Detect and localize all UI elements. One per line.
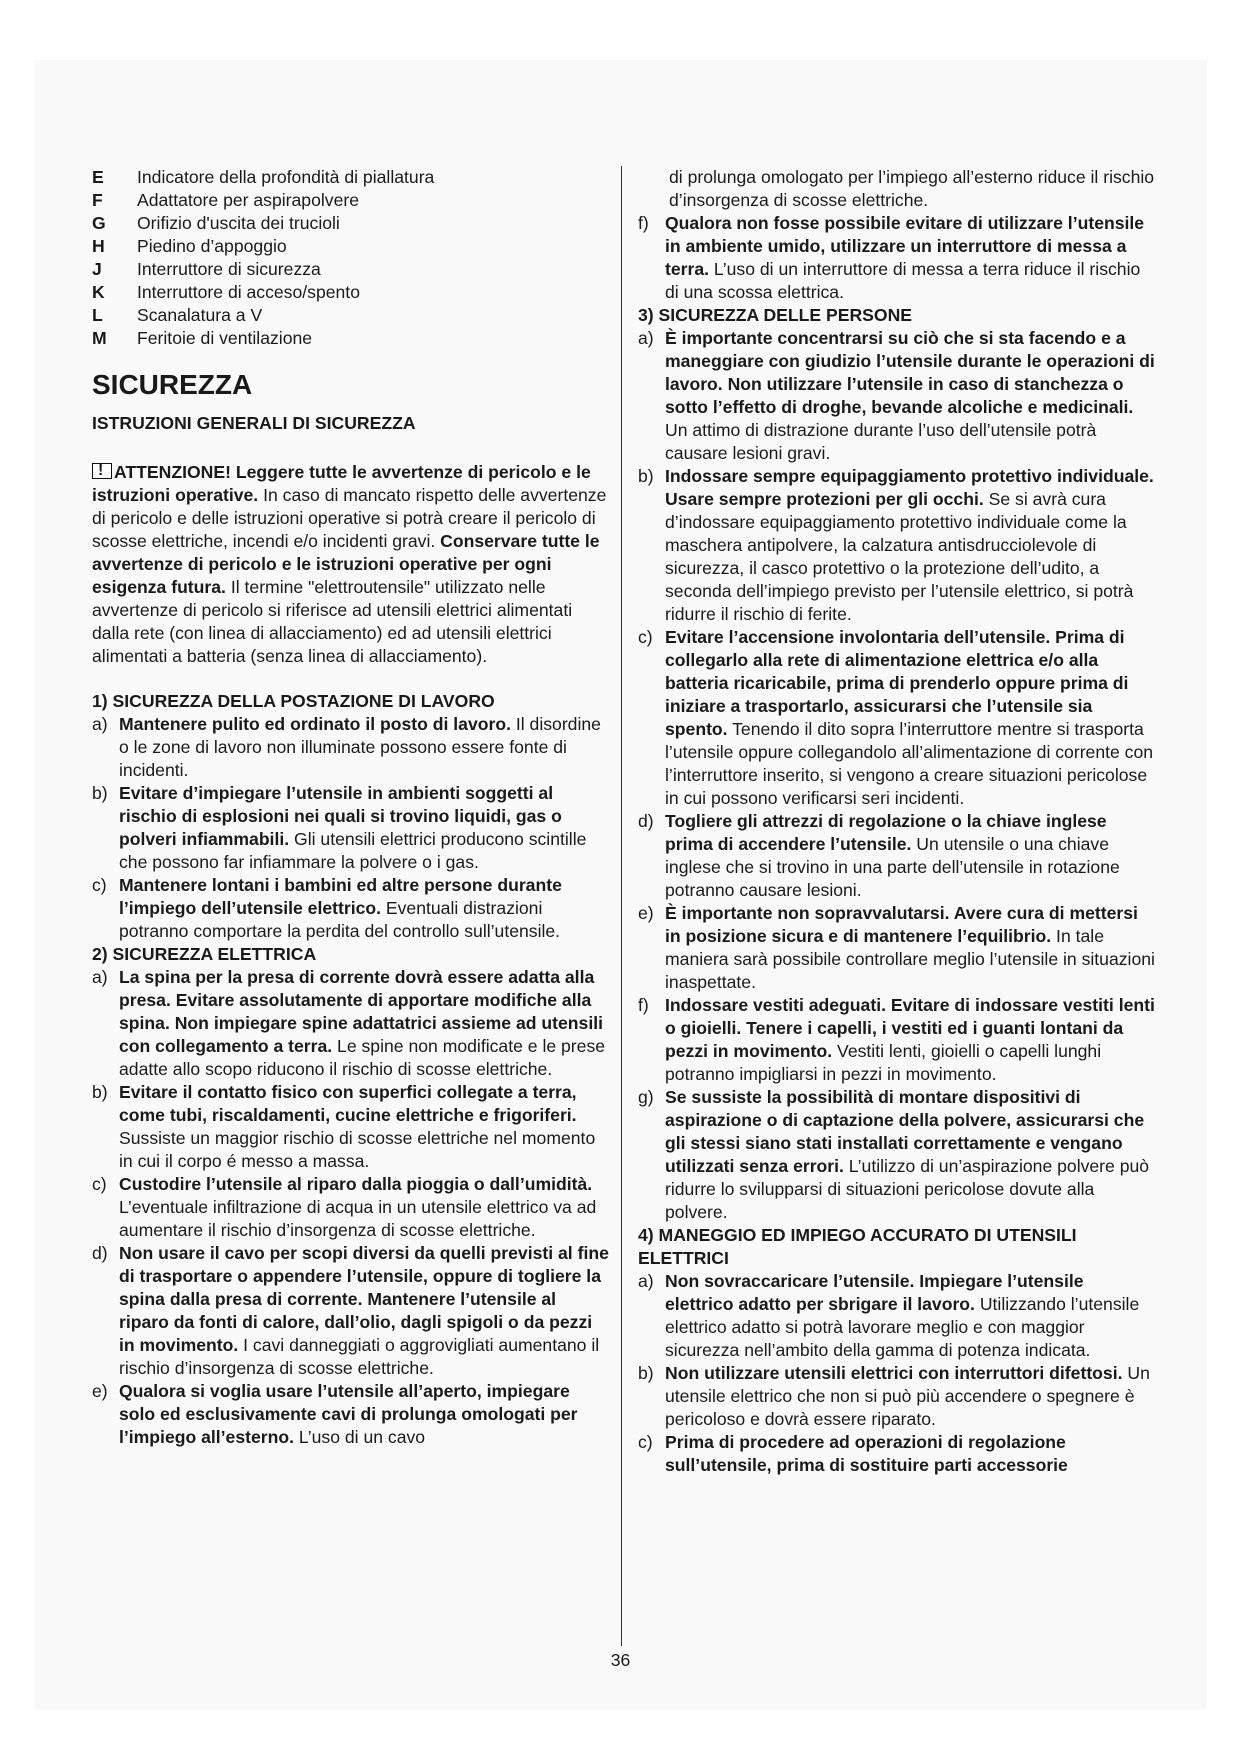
item-text: L’utilizzo di un’aspirazione polvere può ridurre lo svilupparsi di situazioni pericolose dovute alla polvere. [665, 1156, 1150, 1222]
list-item [638, 1431, 1155, 1477]
item-bold: Se sussiste la possibilità di montare dispositivi di aspirazione o di captazione della polvere, assicurarsi che gli stessi siano stati installati correttamente e vengano utilizzati senza errori. [665, 1087, 1145, 1176]
list-item [638, 994, 1155, 1086]
item-text: In tale maniera sarà possibile controllare meglio l’utensile in situazioni inaspettate. [665, 926, 1155, 992]
legend-key: E [92, 167, 104, 187]
legend-text: Scanalatura a V [137, 305, 263, 325]
legend-key: J [92, 259, 102, 279]
item-label: e) [638, 903, 654, 923]
item-label: g) [638, 1087, 654, 1107]
legend-key: M [92, 328, 107, 348]
item-label: c) [92, 1174, 107, 1194]
item-text: Il disordine o le zone di lavoro non illuminate possono essere fonte di incidenti. [119, 714, 601, 780]
s4-title: 4) MANEGGIO ED IMPIEGO ACCURATO DI UTENSILI ELETTRICI [638, 1225, 1077, 1268]
list-item [92, 874, 610, 943]
section-title: SICUREZZA [92, 369, 253, 400]
item-text: Sussiste un maggior rischio di scosse elettriche nel momento in cui il corpo é messo a massa. [119, 1128, 596, 1171]
legend-row [92, 258, 610, 281]
list-item [638, 626, 1155, 810]
legend-row [92, 304, 610, 327]
legend-text: Indicatore della profondità di piallatura [137, 167, 435, 187]
item-label: f) [638, 213, 649, 233]
section-subtitle: ISTRUZIONI GENERALI DI SICUREZZA [92, 413, 416, 433]
parts-legend [92, 166, 610, 350]
legend-key: H [92, 236, 105, 256]
item-text: Utilizzando l’utensile elettrico adatto si potrà lavorare meglio e con maggior sicurezza nell’ambito della gamma di potenza indicata. [665, 1294, 1140, 1360]
item-bold: Non usare il cavo per scopi diversi da quelli previsti al fine di trasportare o appendere l’utensile, oppure di togliere la spina dalla presa di corrente. Mantenere l’utensile al riparo da fonti di calore, dall’olio, dagli spigoli o da pezzi in movimento. [119, 1243, 609, 1355]
warning-text: In caso di mancato rispetto delle avvertenze di pericolo e delle istruzioni operative si potrà creare il pericolo di scosse elettriche, incendi e/o incidenti gravi. [92, 485, 607, 551]
item-text: Un utensile o una chiave inglese che si trovino in una parte dell’utensile in rotazione potranno causare lesioni. [665, 834, 1120, 900]
warning-paragraph [92, 461, 610, 668]
item-bold: Mantenere pulito ed ordinato il posto di lavoro. [119, 714, 511, 734]
continued-text: di prolunga omologato per l’impiego all’esterno riduce il rischio d’insorgenza di scosse elettriche. [669, 167, 1155, 210]
legend-row [92, 189, 610, 212]
legend-row [92, 212, 610, 235]
item-text: Eventuali distrazioni potranno comportare la perdita del controllo sull’utensile. [119, 898, 561, 941]
item-label: b) [638, 1363, 654, 1383]
list-item [92, 1081, 610, 1173]
warning-bold-2: Conservare tutte le avvertenze di pericolo e le istruzioni operative per ogni esigenza futura. [92, 531, 600, 597]
list-item [92, 782, 610, 874]
item-label: d) [638, 811, 654, 831]
legend-text: Feritoie di ventilazione [137, 328, 313, 348]
legend-key: K [92, 282, 105, 302]
item-text: I cavi danneggiati o aggrovigliati aumentano il rischio d’insorgenza di scosse elettriche. [119, 1335, 600, 1378]
item-text: Un attimo di distrazione durante l’uso dell’utensile potrà causare lesioni gravi. [665, 420, 1097, 463]
item-bold: Non sovraccaricare l’utensile. Impiegare l’utensile elettrico adatto per sbrigare il lavoro. [665, 1271, 1084, 1314]
list-item [92, 1242, 610, 1380]
list-item [92, 1173, 610, 1242]
item-text: L’uso di un cavo [294, 1427, 426, 1447]
legend-key: G [92, 213, 106, 233]
item-bold: Non utilizzare utensili elettrici con interruttori difettosi. [665, 1363, 1123, 1383]
item-label: c) [638, 627, 653, 647]
item-bold: Evitare il contatto fisico con superfici collegate a terra, come tubi, riscaldamenti, cucine elettriche e frigoriferi. [119, 1082, 577, 1125]
legend-text: Orifizio d'uscita dei trucioli [137, 213, 340, 233]
item-bold: È importante non sopravvalutarsi. Avere cura di mettersi in posizione sicura e di mantenere l’equilibrio. [665, 903, 1138, 946]
list-item [638, 1086, 1155, 1224]
item-label: a) [638, 1271, 654, 1291]
item-bold: Prima di procedere ad operazioni di regolazione sull’utensile, prima di sostituire parti accessorie [665, 1432, 1068, 1475]
legend-key: F [92, 190, 103, 210]
item-bold: Indossare sempre equipaggiamento protettivo individuale. Usare sempre protezioni per gli occhi. [665, 466, 1154, 509]
s2-title: 2) SICUREZZA ELETTRICA [92, 944, 317, 964]
item-bold: Evitare d’impiegare l’utensile in ambienti soggetti al rischio di esplosioni nei quali si trovino liquidi, gas o polveri infiammabili. [119, 783, 562, 849]
item-bold: Evitare l’accensione involontaria dell’utensile. Prima di collegarlo alla rete di alimentazione elettrica e/o alla batteria ricaricabile, prima di prenderlo oppure prima di iniziare a trasportarlo, assicurarsi che l’utensile sia spento. [665, 627, 1129, 739]
legend-text: Interruttore di acceso/spento [137, 282, 360, 302]
item-text: Gli utensili elettrici producono scintille che possono far infiammare la polvere o i gas. [119, 829, 587, 872]
list-item [638, 810, 1155, 902]
item-label: f) [638, 995, 649, 1015]
list-item [92, 713, 610, 782]
list-item [638, 1270, 1155, 1362]
item-label: e) [92, 1381, 108, 1401]
item-label: c) [638, 1432, 653, 1452]
legend-key: L [92, 305, 103, 325]
item-bold: Indossare vestiti adeguati. Evitare di indossare vestiti lenti o gioielli. Tenere i capelli, i vestiti ed i guanti lontani da pezzi in movimento. [665, 995, 1155, 1061]
legend-text: Piedino d’appoggio [137, 236, 287, 256]
list-item [638, 465, 1155, 626]
list-item [638, 327, 1155, 465]
item-text: Vestiti lenti, gioielli o capelli lunghi potranno impigliarsi in pezzi in movimento. [665, 1041, 1102, 1084]
item-bold: Mantenere lontani i bambini ed altre persone durante l’impiego dell’utensile elettrico. [119, 875, 562, 918]
item-text: Tenendo il dito sopra l’interruttore mentre si trasporta l’utensile oppure collegandolo all’alimentazione di corrente con l’interruttore inserito, si vengono a creare situazioni pericolose in cui possono verificarsi seri incidenti. [665, 719, 1154, 808]
s3-title: 3) SICUREZZA DELLE PERSONE [638, 305, 913, 325]
item-bold: Togliere gli attrezzi di regolazione o la chiave inglese prima di accendere l’utensile. [665, 811, 1107, 854]
item-text: L’uso di un interruttore di messa a terra riduce il rischio di una scossa elettrica. [665, 259, 1141, 302]
list-item [638, 212, 1155, 304]
item-bold: È importante concentrarsi su ciò che si sta facendo e a maneggiare con giudizio l’utensile durante le operazioni di lavoro. Non utilizzare l’utensile in caso di stanchezza o sotto l’effetto di droghe, bevande alcoliche e medicinali. [665, 328, 1155, 417]
list-item [92, 1380, 610, 1449]
item-bold: La spina per la presa di corrente dovrà essere adatta alla presa. Evitare assolutamente di apportare modifiche alla spina. Non impiegare spine adattatrici assieme ad utensili con collegamento a terra. [119, 967, 603, 1056]
item-label: b) [92, 783, 108, 803]
item-label: c) [92, 875, 107, 895]
item-text: L’eventuale infiltrazione di acqua in un utensile elettrico va ad aumentare il rischio d’insorgenza di scosse elettriche. [119, 1197, 597, 1240]
item-label: a) [92, 714, 108, 734]
list-item [92, 966, 610, 1081]
item-label: b) [92, 1082, 108, 1102]
item-text: Le spine non modificate e le prese adatte allo scopo riducono il rischio di scosse elettriche. [119, 1036, 606, 1079]
list-item [638, 1362, 1155, 1431]
legend-text: Interruttore di sicurezza [137, 259, 321, 279]
legend-row [92, 281, 610, 304]
legend-row [92, 166, 610, 189]
item-bold: Qualora non fosse possibile evitare di utilizzare l’utensile in ambiente umido, utilizzare un interruttore di messa a terra. [665, 213, 1145, 279]
s1-title: 1) SICUREZZA DELLA POSTAZIONE DI LAVORO [92, 691, 495, 711]
item-label: d) [92, 1243, 108, 1263]
item-bold: Qualora si voglia usare l’utensile all’aperto, impiegare solo ed esclusivamente cavi di prolunga omologati per l’impiego all’esterno. [119, 1381, 578, 1447]
item-label: a) [638, 328, 654, 348]
warning-text-2: Il termine "elettroutensile" utilizzato nelle avvertenze di pericolo si riferisce ad utensili elettrici alimentati dalla rete (con linea di allacciamento) ed ad utensili elettrici alimentati a batteria (senza linea di allacciamento). [92, 577, 573, 666]
item-text: Se si avrà cura d’indossare equipaggiamento protettivo individuale come la maschera antipolvere, la calzatura antisdrucciolevole di sicurezza, il casco protettivo o la protezione dell’udito, a seconda dell’impiego previsto per l’utensile elettrico, si potrà ridurre il rischio di ferite. [665, 489, 1134, 624]
list-item [638, 902, 1155, 994]
warning-bold: ATTENZIONE! Leggere tutte le avvertenze di pericolo e le istruzioni operative. [92, 462, 591, 505]
column-divider [621, 166, 622, 1646]
item-text: Un utensile elettrico che non si può più accendere o spegnere è pericoloso e dovrà essere riparato. [665, 1363, 1150, 1429]
warning-icon [92, 463, 112, 479]
left-column [92, 166, 610, 1449]
item-bold: Custodire l’utensile al riparo dalla pioggia o dall’umidità. [119, 1174, 593, 1194]
item-label: a) [92, 967, 108, 987]
right-column [638, 166, 1155, 1477]
legend-row [92, 235, 610, 258]
item-label: b) [638, 466, 654, 486]
page-number: 36 [610, 1650, 631, 1670]
legend-row [92, 327, 610, 350]
legend-text: Adattatore per aspirapolvere [137, 190, 360, 210]
